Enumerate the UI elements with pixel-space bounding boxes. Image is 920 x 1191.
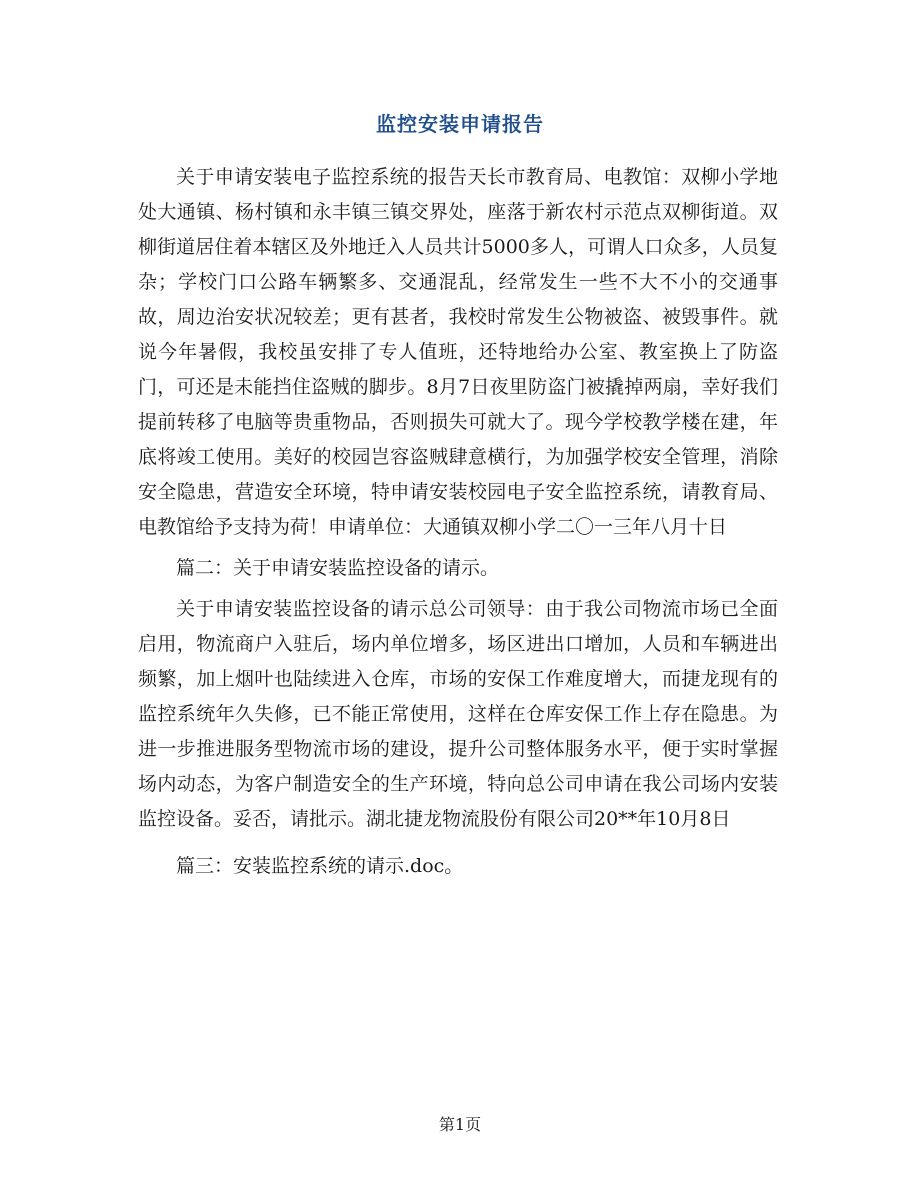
document-title: 监控安装申请报告 xyxy=(376,112,544,136)
document-body xyxy=(138,160,778,884)
paragraph-request: 关于申请安装监控设备的请示总公司领导：由于我公司物流市场已全面启用，物流商户入驻后，场内单位增多，场区进出口增加，人员和车辆进出频繁，加上烟叶也陆续进入仓库，市场的安保工作难度增大，而捷龙现有的监控系统年久失修，已不能正常使用，这样在仓库安保工作上存在隐患。为进一步推进服务型物流市场的建设，提升公司整体服务水平，便于实时掌握场内动态，为客户制造安全的生产环境，特向总公司申请在我公司场内安装监控设备。妥否，请批示。湖北捷龙物流股份有限公司20**年10月8日 xyxy=(138,598,778,830)
paragraph-section-three-heading: 篇三：安装监控系统的请示.doc。 xyxy=(176,855,464,877)
page-number: 第1页 xyxy=(438,1115,482,1134)
paragraph-section-two-heading: 篇二：关于申请安装监控设备的请示。 xyxy=(176,557,500,579)
paragraph-report: 关于申请安装电子监控系统的报告天长市教育局、电教馆：双柳小学地处大通镇、杨村镇和永丰镇三镇交界处，座落于新农村示范点双柳街道。双柳街道居住着本辖区及外地迁入人员共计5000多人，可谓人口众多，人员复杂；学校门口公路车辆繁多、交通混乱，经常发生一些不大不小的交通事故，周边治安状况较差；更有甚者，我校时常发生公物被盗、被毁事件。就说今年暑假，我校虽安排了专人值班，还特地给办公室、教室换上了防盗门，可还是未能挡住盗贼的脚步。8月7日夜里防盗门被撬掉两扇，幸好我们提前转移了电脑等贵重物品，否则损失可就大了。现今学校教学楼在建，年底将竣工使用。美好的校园岂容盗贼肆意横行，为加强学校安全管理，消除安全隐患，营造安全环境，特申请安装校园电子安全监控系统，请教育局、电教馆给予支持为荷！申请单位：大通镇双柳小学二〇一三年八月十日 xyxy=(138,166,778,538)
